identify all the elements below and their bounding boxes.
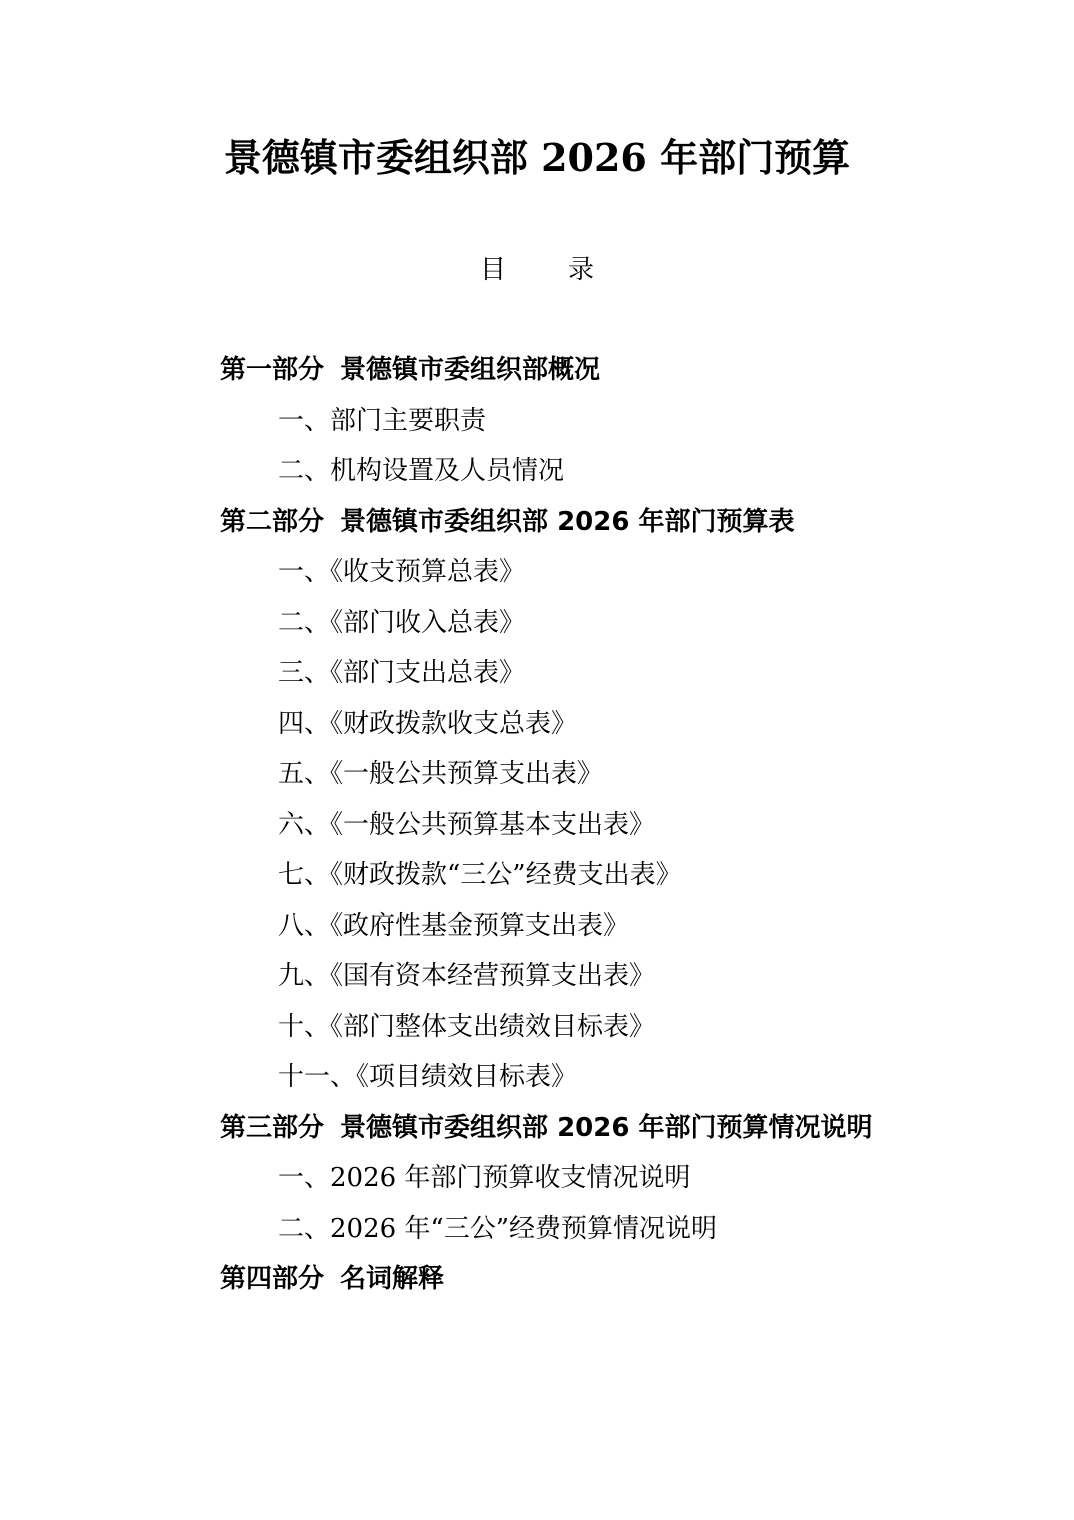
toc-item[interactable]: 二、机构设置及人员情况 [278,456,565,486]
toc-part-number: 第四部分 [220,1264,325,1294]
toc-heading-char-2: 录 [568,255,595,285]
toc-item[interactable]: 二、《部门收入总表》 [278,607,526,638]
toc-part-title: 名词解释 [340,1264,445,1294]
toc-part-title: 景德镇市委组织部 2026 年部门预算表 [340,506,795,537]
toc-part-title: 景德镇市委组织部概况 [340,355,601,385]
toc-part-2[interactable] [0,497,1074,548]
toc-item[interactable]: 七、《财政拨款“三公”经费支出表》 [278,860,682,890]
toc-heading-char-1: 目 [479,255,506,285]
document-title: 景德镇市委组织部 2026 年部门预算 [223,135,851,180]
toc-item[interactable]: 一、部门主要职责 [278,405,487,436]
toc-part-3[interactable] [0,1103,1074,1154]
toc-item[interactable]: 六、《一般公共预算基本支出表》 [278,809,656,840]
table-of-contents [0,345,1074,1305]
toc-item[interactable]: 八、《政府性基金预算支出表》 [278,910,630,941]
toc-item[interactable]: 五、《一般公共预算支出表》 [278,759,604,789]
toc-item[interactable]: 十一、《项目绩效目标表》 [278,1062,578,1092]
toc-item[interactable]: 一、《收支预算总表》 [278,557,526,587]
toc-item[interactable]: 一、2026 年部门预算收支情况说明 [278,1163,691,1193]
toc-part-1[interactable] [0,345,1074,396]
toc-item[interactable]: 九、《国有资本经营预算支出表》 [278,961,656,991]
toc-heading [0,247,1074,293]
toc-part-title: 景德镇市委组织部 2026 年部门预算情况说明 [340,1112,873,1143]
toc-part-number: 第三部分 [220,1112,325,1143]
toc-item[interactable]: 四、《财政拨款收支总表》 [278,708,578,739]
toc-item[interactable]: 十、《部门整体支出绩效目标表》 [278,1011,656,1042]
toc-part-number: 第一部分 [220,355,325,385]
toc-part-number: 第二部分 [220,506,325,537]
toc-part-4[interactable] [0,1254,1074,1305]
toc-item[interactable]: 二、2026 年“三公”经费预算情况说明 [278,1213,718,1244]
toc-item[interactable]: 三、《部门支出总表》 [278,658,526,688]
